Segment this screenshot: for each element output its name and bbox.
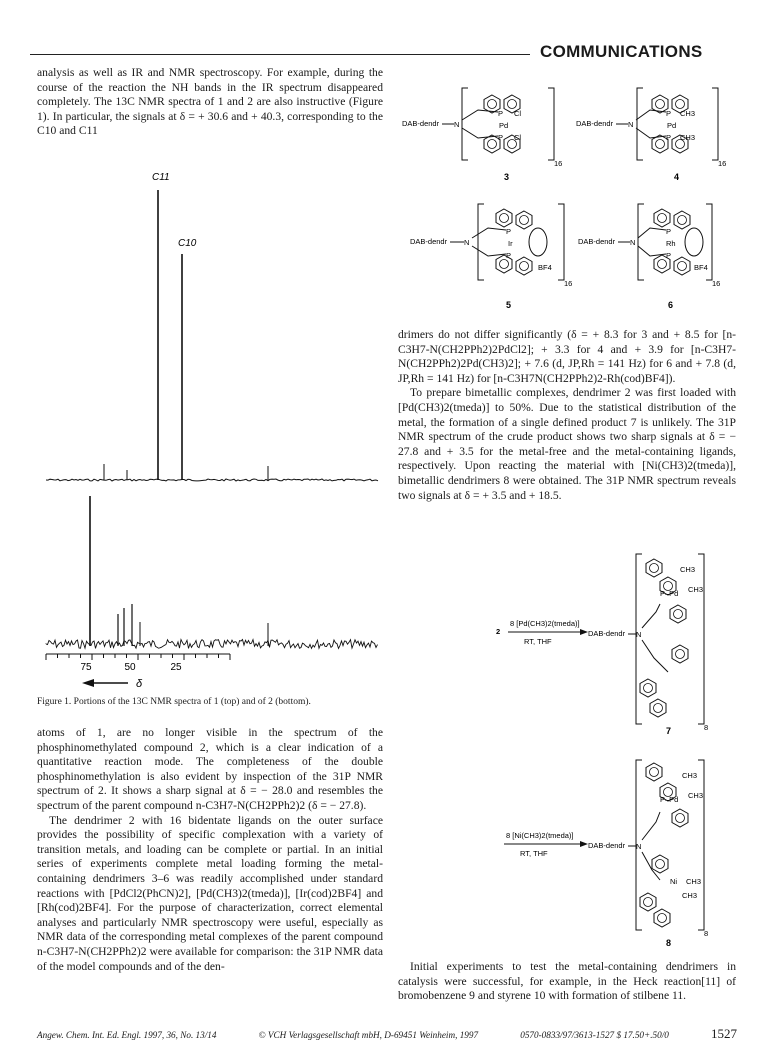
- compound-number: 3: [504, 172, 510, 182]
- structure-5: [410, 204, 572, 310]
- svg-text:Rh: Rh: [666, 239, 676, 248]
- axis-tick-75: 75: [80, 662, 92, 673]
- structures-3-to-6: [398, 80, 738, 320]
- compound-number: 4: [674, 172, 680, 182]
- footer-publisher: © VCH Verlagsgesellschaft mbH, D-69451 Weinheim, 1997: [258, 1030, 479, 1040]
- svg-text:16: 16: [564, 279, 573, 288]
- svg-text:P: P: [666, 133, 672, 142]
- svg-text:CH3: CH3: [688, 585, 704, 594]
- structure-4: [576, 88, 726, 182]
- svg-text:16: 16: [718, 159, 727, 168]
- body-text: analysis as well as IR and NMR spectroscopy. For example, during the course of the reaction the NH bands in the IR spectrum disappeared completely. The 13C NMR spectra of 1 and 2 are also instructive (Figure 1). In particular, the signals at δ = + 30.6 and + 40.3, corresponding to the C10 and C11: [37, 66, 383, 138]
- svg-text:16: 16: [712, 279, 721, 288]
- svg-text:N: N: [636, 630, 642, 639]
- svg-text:BF4: BF4: [538, 263, 552, 272]
- structure-3: [402, 88, 562, 182]
- footer-journal: Angew. Chem. Int. Ed. Engl. 1997, 36, No. 13/14: [37, 1030, 217, 1040]
- reagent-label: 8 [Pd(CH3)2(tmeda)]: [510, 619, 580, 628]
- body-text: Initial experiments to test the metal-containing dendrimers in catalysis were successful, for example, in the Heck reaction[11] of bromobenzene 9 and styrene 10 with formation of stilbene 11.: [398, 960, 736, 1003]
- body-text: The dendrimer 2 with 16 bidentate ligands on the outer surface provides the possibility of specific complexation with a variety of transition metals, and loading can be complete or partial. In an initial series of experiments complete metal loading forming the metal-containing dendrimers 3–6 was readily accomplished under standard reactions with [PdCl2(PhCN)2], [Pd(CH3)2(tmeda)], [Ir(cod)2BF4] and [Rh(cod)2BF4]. For the purpose of characterization, correct elemental analyses and particularly NMR spectroscopy were useful, especially as NMR data of the corresponding metal complexes of the parent compound n-C3H7-N(CH2PPh2)2 were available for comparison: the 31P NMR data of the model compounds and of the den-: [37, 813, 383, 973]
- svg-text:P: P: [666, 109, 672, 118]
- svg-text:N: N: [628, 120, 634, 129]
- svg-text:DAB-dendr: DAB-dendr: [402, 119, 440, 128]
- svg-text:DAB-dendr: DAB-dendr: [576, 119, 614, 128]
- compound-number: 5: [506, 300, 512, 310]
- spectrum-bottom: [46, 496, 378, 648]
- svg-text:P: P: [506, 227, 512, 236]
- svg-text:Cl: Cl: [514, 109, 522, 118]
- axis-unit: δ: [136, 678, 143, 690]
- body-text: drimers do not differ significantly (δ = + 8.3 for 3 and + 8.5 for [n-C3H7-N(CH2PPh2)2PdCl2]; + 3.3 for 4 and + 3.9 for [n-C3H7-N(CH2PPh2)2Pd(CH3)2]; + 7.6 (d, JP,Rh = 141 Hz) for 6 and + 7.8 (d, JP,Rh = 141 Hz) for [n-C3H7N(CH2PPh2)2-Rh(cod)BF4]).: [398, 328, 736, 385]
- condition-label: RT, THF: [520, 849, 548, 858]
- svg-text:Pd: Pd: [667, 121, 677, 130]
- svg-text:N: N: [630, 238, 636, 247]
- axis-tick-50: 50: [124, 662, 136, 673]
- peak-label-c10: C10: [178, 238, 197, 249]
- right-paragraph-1: [398, 328, 736, 503]
- svg-text:P–Pd: P–Pd: [660, 589, 679, 598]
- svg-text:BF4: BF4: [694, 263, 708, 272]
- scheme-compound-7: [398, 548, 738, 736]
- svg-text:CH3: CH3: [688, 791, 704, 800]
- svg-text:Ni: Ni: [670, 877, 678, 886]
- page-number: 1527: [710, 1026, 737, 1041]
- svg-text:Ir: Ir: [508, 239, 513, 248]
- svg-text:Pd: Pd: [499, 121, 509, 130]
- svg-text:8: 8: [704, 929, 709, 938]
- scheme-compound-8: [398, 752, 738, 948]
- svg-text:DAB-dendr: DAB-dendr: [410, 237, 448, 246]
- right-paragraph-3: [398, 960, 736, 1004]
- svg-text:N: N: [464, 238, 470, 247]
- header-rule: [30, 54, 530, 55]
- left-paragraph-2: [37, 726, 383, 974]
- axis-tick-25: 25: [170, 662, 182, 673]
- left-paragraph-1: [37, 66, 383, 139]
- svg-text:CH3: CH3: [680, 565, 696, 574]
- svg-text:2: 2: [496, 627, 501, 636]
- svg-text:P: P: [666, 251, 672, 260]
- body-text: To prepare bimetallic complexes, dendrimer 2 was first loaded with [Pd(CH3)2(tmeda)] to 50%. Due to the statistical distribution of the metal, the formation of a single defined product 7 is unlikely. The 31P NMR spectrum of the crude product shows two sharp signals at δ = − 27.8 and + 3.5 for the metal-free and the metal-containing ligands, respectively. Upon reacting the material with [Ni(CH3)2(tmeda)], bimetallic dendrimers 8 were obtained. The 31P NMR spectrum reveals two signals at δ = + 3.5 and + 18.5.: [398, 386, 736, 502]
- svg-text:DAB-dendr: DAB-dendr: [588, 629, 626, 638]
- svg-text:CH3: CH3: [686, 877, 702, 886]
- svg-text:CH3: CH3: [680, 109, 696, 118]
- compound-number: 7: [666, 726, 672, 736]
- svg-text:16: 16: [554, 159, 563, 168]
- section-header: COMMUNICATIONS: [540, 42, 703, 61]
- svg-text:CH3: CH3: [682, 771, 698, 780]
- svg-text:P: P: [666, 227, 672, 236]
- condition-label: RT, THF: [524, 637, 552, 646]
- svg-text:DAB-dendr: DAB-dendr: [578, 237, 616, 246]
- footer-code: 0570-0833/97/3613-1527 $ 17.50+.50/0: [520, 1030, 669, 1040]
- svg-text:CH3: CH3: [682, 891, 698, 900]
- peak-label-c11: C11: [152, 172, 170, 183]
- figure-caption: Figure 1. Portions of the 13C NMR spectra of 1 (top) and of 2 (bottom).: [37, 697, 311, 707]
- svg-text:CH3: CH3: [680, 133, 696, 142]
- page-footer: [37, 1026, 737, 1042]
- svg-text:8: 8: [704, 723, 709, 732]
- reagent-label: 8 [Ni(CH3)2(tmeda)]: [506, 831, 574, 840]
- body-text: atoms of 1, are no longer visible in the spectrum of the phosphinomethylated compound 2, which is a clear indication of a quantitative reaction mode. The completeness of the double phosphinomethylation is also evident by inspection of the 31P NMR spectrum of 2. It shows a sharp signal at δ = − 28.0 and resembles the spectrum of the parent compound n-C3H7-N(CH2PPh2)2 (δ = − 27.8).: [37, 726, 383, 812]
- svg-text:N: N: [454, 120, 460, 129]
- spectrum-top: [46, 190, 378, 481]
- svg-text:P: P: [506, 251, 512, 260]
- svg-text:N: N: [636, 842, 642, 851]
- delta-arrow: [80, 674, 170, 692]
- svg-text:P: P: [498, 133, 504, 142]
- spectrum-axis: [46, 654, 230, 673]
- svg-text:DAB-dendr: DAB-dendr: [588, 841, 626, 850]
- svg-text:P–Pd: P–Pd: [660, 795, 679, 804]
- structure-6: [578, 204, 720, 310]
- svg-text:P: P: [498, 109, 504, 118]
- compound-number: 6: [668, 300, 674, 310]
- nmr-spectra-figure: [32, 168, 382, 678]
- compound-number: 8: [666, 938, 672, 948]
- svg-text:Cl: Cl: [514, 133, 522, 142]
